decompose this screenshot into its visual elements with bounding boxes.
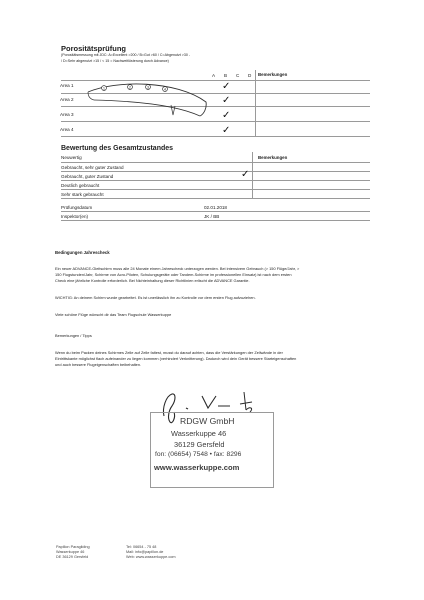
footer-contact	[126, 545, 176, 560]
porosity-note-1: (Porositätsmessung mit JDC: A=Excellent >200 / B=Gut >60 / C=Abgenutzt >30 -	[61, 53, 191, 57]
area-4-label: Area 4	[60, 127, 74, 132]
inspector-value: JK / BB	[204, 214, 220, 219]
footer-phone: Tel: 06654 - 75 48	[126, 545, 157, 549]
footer-street: Wasserkuppe 46	[56, 550, 85, 554]
tips-title: Bemerkungen / Tipps	[55, 333, 92, 338]
marker-1-label: 1	[103, 86, 105, 91]
wing-outline-drawing	[86, 78, 211, 120]
inspector-label: Inspektor(en)	[61, 214, 89, 219]
column-a-header: A	[212, 73, 216, 78]
porosity-title: Porositätsprüfung	[61, 44, 126, 53]
stamp-web: www.wasserkuppe.com	[154, 463, 240, 472]
column-c-header: C	[236, 73, 240, 78]
area-3-check: ✓	[222, 110, 231, 121]
condition-row-deutlich: Deutlich gebraucht	[61, 183, 100, 188]
tips-paragraph	[55, 350, 395, 369]
area-3-label: Area 3	[60, 112, 74, 117]
marker-3-label: 3	[147, 85, 149, 90]
condition-check-gut: ✓	[241, 169, 250, 180]
conditions-title: Bedingungen Jahrescheck	[55, 250, 110, 255]
conditions-para1-line1: Ein neuer ADVANCE-Gleitschirm muss alle 24 Monate einem Jahrescheck unterzogen werden. Bei intensivem Gebrauch (> 150 Flüge/Jahr, >	[55, 266, 300, 271]
inspection-date-value: 02.01.2018	[204, 205, 227, 210]
tips-line3: und auch bessere Flugeigenschaften beibehalten.	[55, 362, 142, 368]
company-stamp	[150, 412, 274, 488]
tips-line2: Eintrittskante möglichst flach aufeinander zu liegen kommen (verhindert Verknitterung). Dadurch wird dein Gerät bessere Starteigenschaften	[55, 356, 297, 362]
area-2-check: ✓	[222, 95, 231, 106]
condition-row-sehr-stark: Sehr stark gebraucht	[61, 192, 104, 197]
conditions-para1-line2: 150 Flugstunden/Jahr, Schirme von Acro-Piloten, Schulungsgeräte oder Tandem-Schirme im professionellen Einsatz) ist nach dem ersten	[55, 272, 292, 278]
footer-city: DE 36129 Gersfeld	[56, 555, 89, 559]
condition-title: Bewertung des Gesamtzustandes	[61, 145, 174, 152]
stamp-phone: fon: (06654) 7548 • fax: 8296	[155, 451, 242, 458]
marker-4-label: 4	[164, 87, 166, 92]
conditions-paragraph	[55, 266, 395, 285]
footer-company: Papillon Paragliding	[56, 545, 90, 549]
footer-address	[56, 545, 90, 560]
column-b-header: B	[224, 73, 228, 78]
area-2-label: Area 2	[60, 97, 74, 102]
condition-row-gut: Gebraucht, guter Zustand	[61, 174, 114, 179]
marker-2-label: 2	[129, 85, 131, 90]
porosity-note-2: / D=Sehr abgenutzt >15 / < 15 = Nachweitlüsterung durch Advance)	[61, 59, 169, 63]
footer-mail: Mail: info@papillon.de	[126, 550, 164, 554]
stamp-street: Wasserkuppe 46	[171, 429, 227, 438]
area-1-check: ✓	[222, 81, 231, 92]
area-4-check: ✓	[222, 125, 231, 136]
condition-remarks-header: Bemerkungen	[258, 155, 288, 160]
column-d-header: D	[248, 73, 252, 78]
stamp-company: RDGW GmbH	[180, 416, 235, 426]
important-note: WICHTIG: An deinem Schirm wurde gearbeitet. Es ist unerlässlich ihn zu Kontrolle vor dem ersten Flug aufzuziehen.	[55, 295, 256, 300]
greeting-note: Viele schöne Flüge wünscht dir das Team Flugschule Wasserkuppe	[55, 312, 172, 317]
inspection-date-label: Prüfungsdatum	[61, 205, 93, 210]
tips-line1: Wenn du beim Packen deines Schirmes Zelle auf Zelle faltest, musst du darauf achten, dass die Verstärkungen der Zellwände in der	[55, 350, 283, 355]
area-1-label: Area 1	[60, 83, 74, 88]
footer-web: Web: www.wasserkuppe.com	[126, 555, 176, 559]
condition-row-neuwertig: Neuwertig	[61, 155, 82, 160]
condition-row-sehr-gut: Gebraucht, sehr guter Zustand	[61, 165, 124, 170]
porosity-remarks-header: Bemerkungen	[258, 72, 288, 77]
stamp-city: 36129 Gersfeld	[174, 440, 225, 449]
conditions-para1-line3: Check eine jährliche Kontrolle erforderlich. Bei Nichteinhaltung dieser Richtlinien erlischt die ADVANCE Garantie.	[55, 278, 250, 284]
